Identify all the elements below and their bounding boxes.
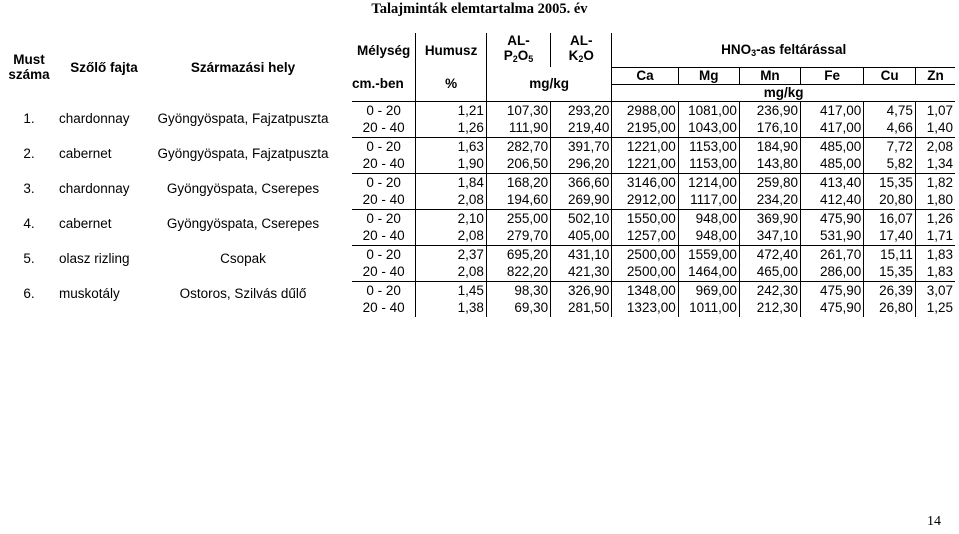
- cell-al-k2o: 502,10: [551, 209, 612, 227]
- cell-fe: 475,90: [801, 209, 864, 227]
- sample-row: [5, 276, 331, 311]
- cell-cu: 17,40: [864, 227, 916, 245]
- cell-mn: 176,10: [739, 119, 800, 137]
- cell-mg: 1214,00: [678, 173, 739, 191]
- cell-mn: 347,10: [739, 227, 800, 245]
- cell-depth: 20 - 40: [352, 263, 416, 281]
- cell-mn: 234,20: [739, 191, 800, 209]
- cell-zn: 3,07: [915, 281, 955, 299]
- sample-number: 5.: [23, 251, 35, 266]
- origin-place: Gyöngyöspata, Fajzatpuszta: [157, 146, 329, 161]
- cell-fe: 412,40: [801, 191, 864, 209]
- cell-depth: 20 - 40: [352, 227, 416, 245]
- sample-number: 2.: [23, 146, 35, 161]
- cell-humus: 2,08: [416, 227, 487, 245]
- cell-zn: 1,40: [926, 120, 953, 136]
- cell-zn: 1,82: [915, 173, 955, 191]
- cell-zn: 1,71: [926, 228, 953, 244]
- header-humus-unit: %: [416, 67, 487, 101]
- cell-al-k2o: 281,50: [551, 299, 612, 317]
- cell-al-p2o5: 111,90: [486, 119, 550, 137]
- cell-depth: 0 - 20: [352, 281, 416, 299]
- cell-zn: 2,08: [915, 137, 955, 155]
- cell-mg: 1153,00: [678, 155, 739, 173]
- left-header-row: [5, 33, 331, 101]
- cell-al-k2o: 326,90: [551, 281, 612, 299]
- cell-humus: 1,21: [416, 101, 487, 119]
- measurement-row: [352, 191, 955, 209]
- cell-al-k2o: 391,70: [551, 137, 612, 155]
- header-al-p2o5: [486, 33, 550, 67]
- cell-mg: 1464,00: [678, 263, 739, 281]
- header-must-number: Must száma: [8, 52, 50, 82]
- cell-fe: 261,70: [801, 245, 864, 263]
- cell-zn: 1,80: [926, 192, 953, 208]
- cell-al-k2o: 366,60: [551, 173, 612, 191]
- grape-variety: olasz rizling: [59, 251, 130, 266]
- header-cu: Cu: [864, 67, 916, 84]
- cell-humus: 1,90: [416, 155, 487, 173]
- cell-zn: 1,34: [926, 156, 953, 172]
- grape-variety: cabernet: [59, 146, 112, 161]
- sample-row: [5, 136, 331, 171]
- cell-cu: 26,39: [864, 281, 916, 299]
- cell-fe: 531,90: [801, 227, 864, 245]
- cell-fe: 417,00: [801, 101, 864, 119]
- cell-ca: 2912,00: [612, 191, 678, 209]
- cell-al-k2o: 405,00: [551, 227, 612, 245]
- cell-depth: 20 - 40: [352, 299, 416, 317]
- measurement-row: [352, 119, 955, 137]
- cell-depth: 20 - 40: [352, 155, 416, 173]
- cell-ca: 1221,00: [612, 137, 678, 155]
- cell-al-p2o5: 107,30: [486, 101, 550, 119]
- cell-al-p2o5: 279,70: [486, 227, 550, 245]
- cell-humus: 1,38: [416, 299, 487, 317]
- cell-humus: 1,84: [416, 173, 487, 191]
- cell-ca: 1221,00: [612, 155, 678, 173]
- measurement-row: [352, 155, 955, 173]
- cell-mg: 948,00: [678, 227, 739, 245]
- cell-zn: 1,07: [915, 101, 955, 119]
- cell-depth: 0 - 20: [352, 101, 416, 119]
- sample-row: [5, 171, 331, 206]
- cell-cu: 5,82: [864, 155, 916, 173]
- cell-fe: 475,90: [801, 281, 864, 299]
- cell-mg: 1117,00: [678, 191, 739, 209]
- sample-row: [5, 241, 331, 276]
- measurement-row: [352, 227, 955, 245]
- cell-fe: 413,40: [801, 173, 864, 191]
- grape-variety: chardonnay: [59, 111, 130, 126]
- cell-mg: 1153,00: [678, 137, 739, 155]
- header-mg: Mg: [678, 67, 739, 84]
- cell-depth: 0 - 20: [352, 245, 416, 263]
- sample-row: [5, 101, 331, 136]
- measurement-row: [352, 209, 955, 227]
- cell-al-p2o5: 695,20: [486, 245, 550, 263]
- cell-mn: 369,90: [739, 209, 800, 227]
- grape-variety: chardonnay: [59, 181, 130, 196]
- cell-fe: 485,00: [801, 155, 864, 173]
- cell-depth: 20 - 40: [352, 119, 416, 137]
- header-al-unit: mg/kg: [486, 67, 611, 101]
- cell-depth: 20 - 40: [352, 191, 416, 209]
- cell-cu: 15,35: [864, 263, 916, 281]
- cell-al-k2o: 269,90: [551, 191, 612, 209]
- cell-humus: 2,10: [416, 209, 487, 227]
- cell-humus: 1,45: [416, 281, 487, 299]
- cell-humus: 2,37: [416, 245, 487, 263]
- measurement-row: [352, 137, 955, 155]
- sample-number: 4.: [23, 216, 35, 231]
- origin-place: Csopak: [220, 251, 266, 266]
- header-origin: Származási hely: [190, 59, 296, 75]
- cell-depth: 0 - 20: [352, 137, 416, 155]
- cell-al-p2o5: 255,00: [486, 209, 550, 227]
- cell-mn: 212,30: [739, 299, 800, 317]
- cell-fe: 417,00: [801, 119, 864, 137]
- cell-cu: 4,66: [864, 119, 916, 137]
- header-mn: Mn: [739, 67, 800, 84]
- cell-mn: 465,00: [739, 263, 800, 281]
- cell-al-k2o: 219,40: [551, 119, 612, 137]
- cell-mg: 1081,00: [678, 101, 739, 119]
- cell-depth: 0 - 20: [352, 173, 416, 191]
- cell-mn: 472,40: [739, 245, 800, 263]
- cell-mn: 184,90: [739, 137, 800, 155]
- cell-al-p2o5: 168,20: [486, 173, 550, 191]
- measurement-row: [352, 263, 955, 281]
- cell-cu: 20,80: [864, 191, 916, 209]
- cell-fe: 286,00: [801, 263, 864, 281]
- cell-mg: 1559,00: [678, 245, 739, 263]
- cell-humus: 2,08: [416, 191, 487, 209]
- header-hno3: $HNO_3-as$ feltárással: [612, 33, 955, 67]
- measurement-row: [352, 245, 955, 263]
- cell-mg: 948,00: [678, 209, 739, 227]
- grape-variety: muskotály: [59, 286, 120, 301]
- cell-al-p2o5: 282,70: [486, 137, 550, 155]
- cell-mn: 143,80: [739, 155, 800, 173]
- sample-number: 6.: [23, 286, 35, 301]
- header-humus: Humusz: [416, 33, 487, 67]
- cell-al-p2o5: 194,60: [486, 191, 550, 209]
- cell-cu: 26,80: [864, 299, 916, 317]
- header-depth: Mélység: [352, 33, 416, 67]
- cell-al-p2o5: 822,20: [486, 263, 550, 281]
- cell-ca: 1323,00: [612, 299, 678, 317]
- cell-al-k2o: 296,20: [551, 155, 612, 173]
- cell-zn: 1,26: [915, 209, 955, 227]
- cell-mn: 236,90: [739, 101, 800, 119]
- al-prefix: AL-: [570, 33, 593, 48]
- header-zn: Zn: [915, 67, 955, 84]
- sample-number: 3.: [23, 181, 35, 196]
- header-depth-unit: cm.-ben: [352, 67, 416, 101]
- cell-al-p2o5: 69,30: [486, 299, 550, 317]
- cell-ca: 1550,00: [612, 209, 678, 227]
- cell-ca: 1257,00: [612, 227, 678, 245]
- cell-humus: 1,26: [416, 119, 487, 137]
- cell-depth: 0 - 20: [352, 209, 416, 227]
- page-title: Talajminták elemtartalma 2005. év: [371, 1, 588, 17]
- origin-place: Gyöngyöspata, Cserepes: [166, 181, 320, 196]
- sample-origin-table: [5, 33, 331, 311]
- cell-al-p2o5: 206,50: [486, 155, 550, 173]
- cell-mg: 1011,00: [678, 299, 739, 317]
- cell-ca: 2500,00: [612, 263, 678, 281]
- header-elements-unit: mg/kg: [612, 84, 955, 101]
- cell-al-k2o: 293,20: [551, 101, 612, 119]
- cell-zn: 1,83: [915, 245, 955, 263]
- soil-element-table: [352, 33, 955, 317]
- header-fe: Fe: [801, 67, 864, 84]
- origin-place: Gyöngyöspata, Fajzatpuszta: [157, 111, 329, 126]
- cell-fe: 485,00: [801, 137, 864, 155]
- cell-cu: 16,07: [864, 209, 916, 227]
- sample-number: 1.: [23, 111, 35, 126]
- cell-ca: 2195,00: [612, 119, 678, 137]
- header-ca: Ca: [612, 67, 678, 84]
- cell-zn: 1,25: [926, 300, 953, 316]
- cell-mn: 242,30: [739, 281, 800, 299]
- cell-humus: 1,63: [416, 137, 487, 155]
- al-prefix: AL-: [507, 33, 530, 48]
- cell-ca: 2500,00: [612, 245, 678, 263]
- cell-al-k2o: 421,30: [551, 263, 612, 281]
- cell-mg: 969,00: [678, 281, 739, 299]
- cell-zn: 1,83: [926, 264, 953, 280]
- cell-ca: 2988,00: [612, 101, 678, 119]
- page-number: 14: [927, 514, 941, 529]
- cell-cu: 15,11: [864, 245, 916, 263]
- measurement-row: [352, 101, 955, 119]
- measurement-row: [352, 281, 955, 299]
- cell-al-p2o5: 98,30: [486, 281, 550, 299]
- k2o-formula: $K_2O$: [568, 48, 594, 64]
- header-grape-variety: Szőlő fajta: [70, 59, 138, 75]
- grape-variety: cabernet: [59, 216, 112, 231]
- origin-place: Gyöngyöspata, Cserepes: [166, 216, 320, 231]
- header-al-k2o: [551, 33, 612, 67]
- cell-al-k2o: 431,10: [551, 245, 612, 263]
- cell-mg: 1043,00: [678, 119, 739, 137]
- cell-humus: 2,08: [416, 263, 487, 281]
- cell-ca: 3146,00: [612, 173, 678, 191]
- cell-mn: 259,80: [739, 173, 800, 191]
- sample-row: [5, 206, 331, 241]
- measurement-row: [352, 173, 955, 191]
- cell-cu: 15,35: [864, 173, 916, 191]
- p2o5-formula: $P_2O_5$: [503, 48, 534, 64]
- measurement-row: [352, 299, 955, 317]
- cell-cu: 4,75: [864, 101, 916, 119]
- cell-ca: 1348,00: [612, 281, 678, 299]
- cell-fe: 475,90: [801, 299, 864, 317]
- cell-cu: 7,72: [864, 137, 916, 155]
- origin-place: Ostoros, Szilvás dűlő: [179, 286, 307, 301]
